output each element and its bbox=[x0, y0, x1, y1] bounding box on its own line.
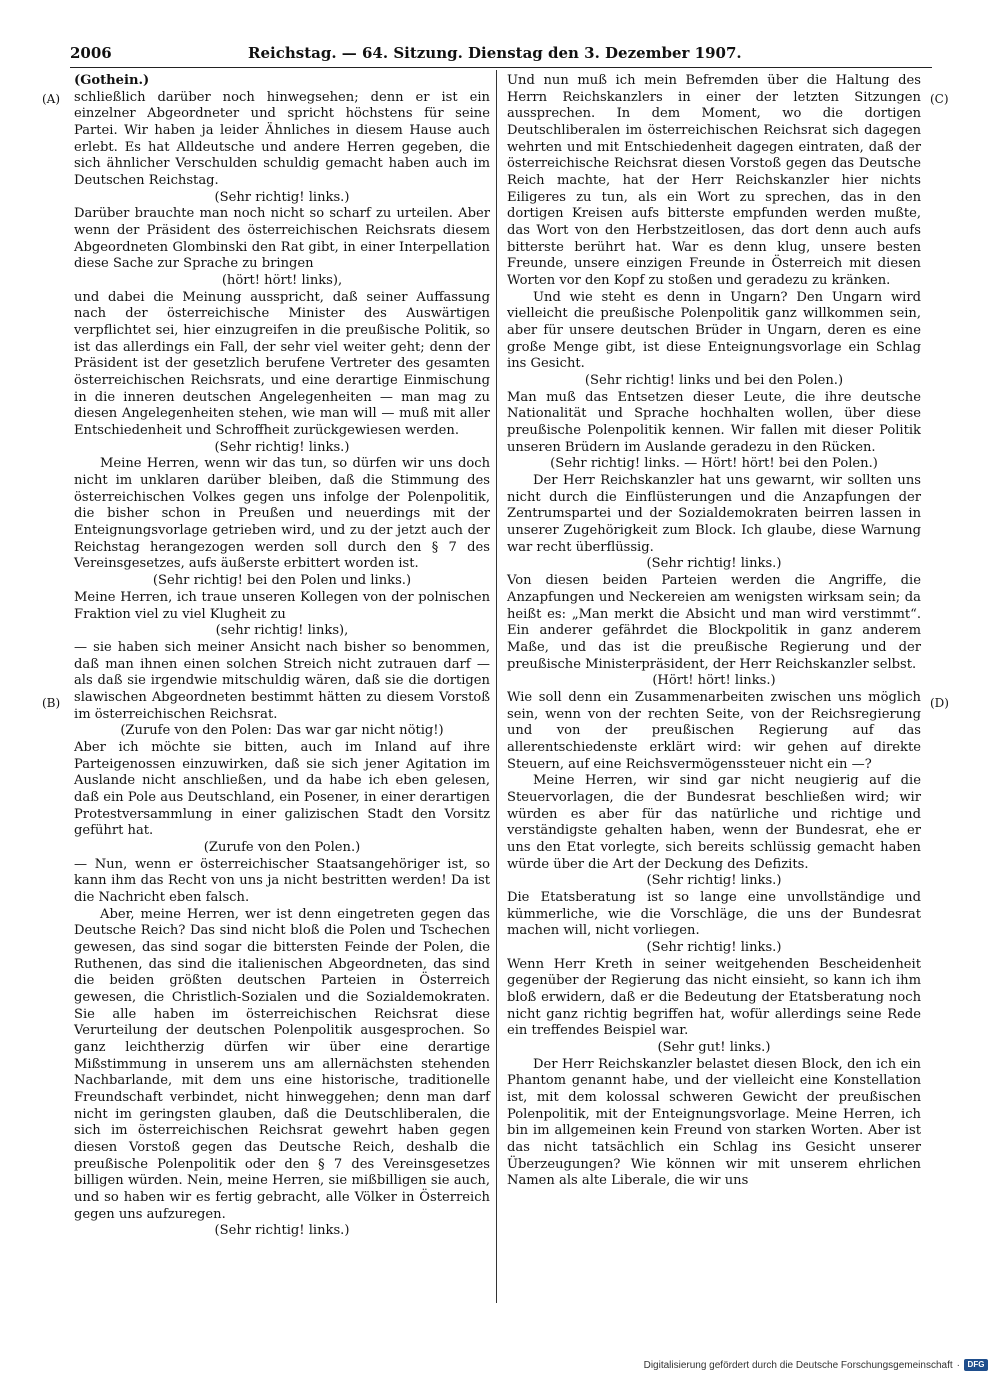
interjection: (Zurufe von den Polen: Das war gar nicht nötig!) bbox=[120, 723, 444, 739]
paragraph: Darüber brauchte man noch nicht so scharf zu urteilen. Aber wenn der Präsident des österreichischen Reichsrats diesem Abgeordneten Glombinski den Rat gibt, in einer Interpellation diese Sache zur Sprache zu bringen bbox=[74, 206, 490, 272]
running-title: Reichstag. — 64. Sitzung. Dienstag den 3. Dezember 1907. bbox=[248, 44, 742, 62]
paragraph: Und wie steht es denn in Ungarn? Den Ungarn wird vielleicht die preußische Polenpolitik ganz willkommen sein, aber für unsere deutschen Brüder in Ungarn, deren es eine große Menge gibt, ist diese Enteignungsvorlage ein Schlag ins Gesicht. bbox=[507, 289, 921, 372]
interjection: (sehr richtig! links), bbox=[215, 623, 349, 639]
interjection: (Sehr richtig! links und bei den Polen.) bbox=[584, 373, 844, 389]
interjection: (Sehr richtig! links.) bbox=[646, 939, 782, 955]
paragraph: Meine Herren, wenn wir das tun, so dürfen wir uns doch nicht im unklaren darüber bleiben, daß die Stimmung des österreichischen Volkes gegen uns infolge der Polenpolitik, die bisher schon in Preußen und neuerdings mit der Enteignungsvorlage getrieben wird, und zu der jetzt auch der Reichstag herangezogen werden soll durch den § 7 des Vereinsgesetzes, aufs äußerste erbittert worden ist. bbox=[74, 456, 490, 572]
margin-mark-b: (B) bbox=[42, 696, 61, 710]
paragraph: Man muß das Entsetzen dieser Leute, die ihre deutsche Nationalität und Sprache hochhalten wollen, über diese preußische Polenpolitik kennen. Wir fallen mit dieser Politik unseren Brüdern im Auslande geradezu in den Rücken. bbox=[507, 389, 921, 455]
paragraph: Und nun muß ich mein Befremden über die Haltung des Herrn Reichskanzlers in einer der letzten Sitzungen aussprechen. In dem Moment, wo die dortigen Deutschliberalen im österreichischen Reichsrat sich dagegen wehrten und mit Entschiedenheit dagegen eintraten, daß der österreichische Reichsrat diesen Vorstoß gegen das Deutsche Reich machte, hat der Herr Reichskanzler hier nichts Eiligeres zu tun, als ein Wort zu sprechen, das in den dortigen Kreisen aufs bitterste empfunden werden mußte, das Wort von den Herbstzeitlosen, das dort denn auch aufs bitterste berührt hat. War es denn klug, unsere besten Freunde, unsere einzigen Freunde in Österreich mit diesen Worten vor den Kopf zu stoßen und geradezu zu kränken. bbox=[507, 73, 921, 289]
interjection: (Hört! hört! links.) bbox=[652, 673, 776, 689]
column-divider bbox=[496, 70, 497, 1303]
paragraph: Der Herr Reichskanzler belastet diesen Block, den ich ein Phantom genannt habe, und der vielleicht eine Konstellation ist, mit dem kolossal schweren Gewicht der preußischen Polenpolitik, mit der Enteignungsvorlage. Meine Herren, ich bin im allgemeinen kein Freund von starken Worten. Aber ist das nicht tatsächlich ein Schlag ins Gesicht unserer Überzeugungen? Wie können wir mit unserem ehrlichen Namen als alte Liberale, die wir uns bbox=[507, 1056, 921, 1189]
speaker-label: (Gothein.) bbox=[74, 73, 150, 88]
paragraph: Meine Herren, ich traue unseren Kollegen von der polnischen Fraktion viel zu viel Klugheit zu bbox=[74, 589, 490, 622]
page-header bbox=[70, 44, 932, 66]
paragraph: schließlich darüber noch hinwegsehen; denn er ist ein einzelner Abgeordneter und spricht höchstens für seine Partei. Wir haben ja leider Ähnliches in diesem Hause auch erlebt. Es hat Alldeutsche und andere Herren gegeben, die sich ähnlicher Verschulden schuldig gemacht haben auch im Deutschen Reichstag. bbox=[74, 89, 490, 189]
paragraph: Aber ich möchte sie bitten, auch im Inland auf ihre Parteigenossen einzuwirken, daß sie sich jener Agitation im Auslande nicht anschließen, und da habe ich eben gelesen, daß ein Pole aus Deutschland, ein Posener, in einer derartigen Protestversammlung in einer galizischen Stadt den Vorsitz geführt hat. bbox=[74, 739, 490, 839]
left-column bbox=[74, 73, 490, 1240]
footer-text: Digitalisierung gefördert durch die Deutsche Forschungsgemeinschaft bbox=[643, 1359, 953, 1371]
interjection: (Sehr richtig! links.) bbox=[214, 439, 350, 455]
interjection: (Sehr richtig! links.) bbox=[214, 1223, 350, 1239]
interjection: (Sehr richtig! links.) bbox=[646, 556, 782, 572]
dfg-logo-icon: DFG bbox=[964, 1359, 988, 1371]
margin-mark-a: (A) bbox=[42, 92, 61, 106]
interjection: (Sehr richtig! links.) bbox=[646, 873, 782, 889]
paragraph: Aber, meine Herren, wer ist denn eingetreten gegen das Deutsche Reich? Das sind nicht bloß die Polen und Tschechen gewesen, das sind sogar die bittersten Feinde der Polen, die Ruthenen, das sind die italienischen Abgeordneten, das sind die beiden größten deutschen Parteien in Österreich gewesen, die Christlich-Sozialen und die Sozialdemokraten. Sie alle haben im österreichischen Reichsrat diese Verurteilung der deutschen Polenpolitik ausgesprochen. So ganz leichtherzig dürfen wir über eine derartige Mißstimmung in unserem uns am allernächsten stehenden Nachbarlande, mit dem uns eine historische, traditionelle Freundschaft verbindet, nicht hinweggehen; denn man darf nicht im geringsten glauben, daß die Deutschliberalen, die sich im österreichischen Reichsrat gewehrt haben gegen diesen Vorstoß gegen das Deutsche Reich, deshalb die preußische Polenpolitik oder den § 7 des Vereinsgesetzes billigen würden. Nein, meine Herren, sie mißbilligen sie auch, und so haben wir es fertig gebracht, alle Völker in Österreich gegen uns aufzuregen. bbox=[74, 906, 490, 1222]
interjection: (Zurufe von den Polen.) bbox=[203, 839, 361, 855]
paragraph: Die Etatsberatung ist so lange eine unvollständige und kümmerliche, wie die Vorschläge, die uns der Bundesrat machen will, nicht vorliegen. bbox=[507, 889, 921, 939]
paragraph: Meine Herren, wir sind gar nicht neugierig auf die Steuervorlagen, die der Bundesrat beschließen wird; wir würden es aber für das natürliche und richtige und verständigste gehalten haben, wenn der Bundesrat, ehe er uns den Etat vorlegte, sich bereits schlüssig gemacht haben würde über die Art der Deckung des Defizits. bbox=[507, 773, 921, 872]
margin-mark-c: (C) bbox=[930, 92, 949, 106]
page-number: 2006 bbox=[70, 44, 112, 62]
footer: Digitalisierung gefördert durch die Deutsche Forschungsgemeinschaft · DFG bbox=[644, 1359, 988, 1371]
right-column bbox=[507, 73, 921, 1190]
paragraph: und dabei die Meinung ausspricht, daß seiner Auffassung nach der österreichische Minister des Auswärtigen verpflichtet sei, hier einzugreifen in die preußische Politik, so ist das allerdings ein Fall, der sehr viel weiter geht; denn der Präsident ist der gesetzlich berufene Vertreter des gesamten österreichischen Reichsrats, und eine derartige Einmischung in die inneren deutschen Angelegenheiten — man mag zu diesen Angelegenheiten stehen, wie man will — muß mit aller Entschiedenheit und Schroffheit zurückgewiesen werden. bbox=[74, 289, 490, 439]
interjection: (hört! hört! links), bbox=[221, 273, 343, 289]
header-rule bbox=[70, 67, 932, 68]
paragraph: — Nun, wenn er österreichischer Staatsangehöriger ist, so kann ihm das Recht von uns ja nicht bestritten werden! Da ist die Nachricht eben falsch. bbox=[74, 856, 490, 905]
paragraph: Wie soll denn ein Zusammenarbeiten zwischen uns möglich sein, wenn von der rechten Seite, von der Reichsregierung und von der preußischen Regierung auf das allerentschiedenste erklärt wird: wir gehen auf direkte Steuern, auf eine Reichsvermögenssteuer nicht ein —? bbox=[507, 689, 921, 772]
interjection: (Sehr gut! links.) bbox=[657, 1039, 771, 1055]
interjection: (Sehr richtig! links. — Hört! hört! bei den Polen.) bbox=[550, 456, 878, 472]
interjection: (Sehr richtig! bei den Polen und links.) bbox=[152, 573, 412, 589]
paragraph: — sie haben sich meiner Ansicht nach bisher so benommen, daß man ihnen einen solchen Streich nicht zutrauen darf — als daß sie irgendwie mitschuldig wären, daß sie die dortigen slawischen Abgeordneten bestimmt hätten zu diesem Vorstoß im österreichischen Reichsrat. bbox=[74, 639, 490, 722]
paragraph: Von diesen beiden Parteien werden die Angriffe, die Anzapfungen und Neckereien am wenigsten wirksam sein; da heißt es: „Man merkt die Absicht und man wird verstimmt“. Ein anderer gefährdet die Blockpolitik in ganz anderem Maße, und das ist die preußische Regierung und der preußische Ministerpräsident, der Herr Reichskanzler selbst. bbox=[507, 573, 921, 672]
interjection: (Sehr richtig! links.) bbox=[214, 189, 350, 205]
margin-mark-d: (D) bbox=[930, 696, 949, 710]
paragraph: Wenn Herr Kreth in seiner weitgehenden Bescheidenheit gegenüber der Regierung das nicht einsieht, so kann ich ihm bloß erwidern, daß er die Bedeutung der Etatsberatung noch nicht ganz richtig begriffen hat, wofür allerdings seine Rede ein treffendes Beispiel war. bbox=[507, 956, 921, 1039]
paragraph: Der Herr Reichskanzler hat uns gewarnt, wir sollten uns nicht durch die Einflüsterungen und die Anzapfungen der Zentrumspartei und der Sozialdemokraten beirren lassen in unserer Zugehörigkeit zum Block. Ich glaube, diese Warnung war recht überflüssig. bbox=[507, 473, 921, 555]
